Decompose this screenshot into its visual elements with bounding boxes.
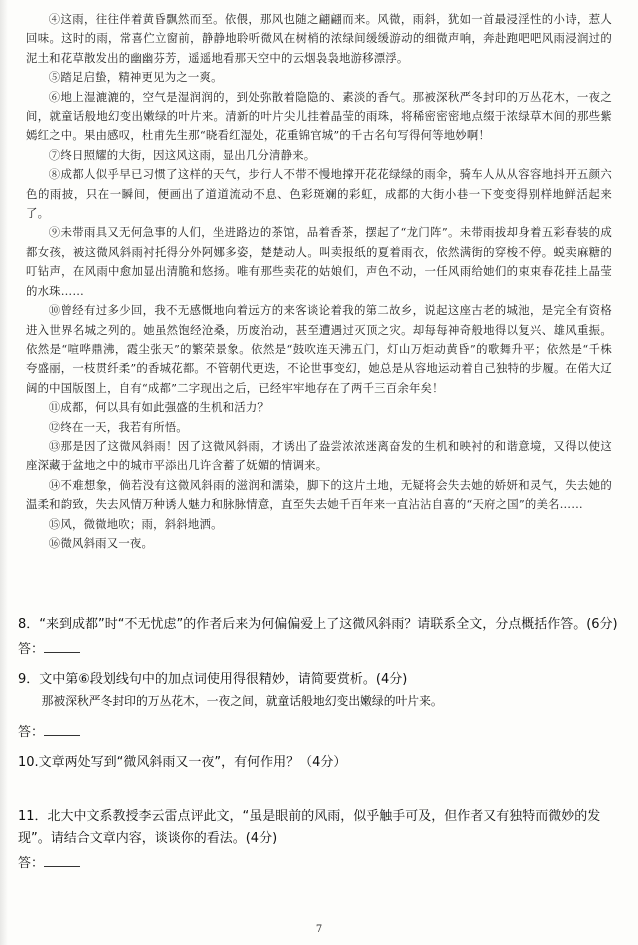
- answer-9: [18, 721, 618, 744]
- answer-10: [18, 776, 618, 798]
- paragraph-12: ⑫终在一天，我若有所悟。: [48, 419, 188, 434]
- answer-11: [18, 852, 618, 875]
- answer-8-label: 答：: [18, 642, 45, 657]
- paragraph-5: ⑤踏足启蛰，精神更见为之一爽。: [48, 70, 223, 85]
- question-10-text: 10.文章两处写到“微风斜雨又一夜”，有何作用？（4分）: [18, 755, 347, 770]
- reading-passage: [26, 10, 612, 553]
- paragraph-16: ⑯微风斜雨又一夜。: [48, 535, 154, 550]
- paragraph-14: ⑭不难想象，倘若没有这微风斜雨的滋润和濡染，脚下的这片土地，无疑将会失去她的娇妍和灵气，失去她的温柔和韵致，失去风情万种诱人魅力和脉脉情意，直至失去她千百年来一直沾沾自喜的“天府之国”的美名……: [26, 477, 612, 512]
- answer-8-blank[interactable]: [44, 638, 80, 653]
- answer-11-label: 答：: [18, 856, 45, 871]
- paragraph-11: ⑪成都，何以具有如此强盛的生机和活力？: [48, 400, 270, 415]
- paragraph-15: ⑮风，微微地吹；雨，斜斜地洒。: [48, 516, 223, 531]
- paragraph-4: ④这雨，往往伴着黄昏飘然而至。依偎，那风也随之翩翩而来。风微，雨斜，犹如一首最浸淫性的小诗，惹人回味。这时的雨，常喜伫立窗前，静静地聆听微风在树梢的浓绿间缓缓游动的细微声响，奔赴跑吧吧风雨浸润过的泥土和花草散发出的幽幽芬芳，遥遥地看那天空中的云烟袅袅地游移漂浮。: [26, 12, 612, 65]
- answer-8: [18, 638, 618, 661]
- paragraph-9: ⑨未带雨具又无何急事的人们，坐进路边的茶馆，品着香茶，摆起了“龙门阵”。未带雨拔却身着五彩春装的成都女孩，被这微风斜雨衬托得分外阿娜多姿，楚楚动人。叫卖报纸的夏着雨衣，依然满街的穿梭不停。蜕卖麻糖的叮钻声，在风雨中愈加显出清脆和悠扬。唯有那些卖花的姑娘们，声色不动，一任风雨给她们的束束春花挂上晶莹的水珠……: [26, 225, 612, 298]
- page-number: 7: [315, 924, 323, 935]
- question-9-quote: 那被深秋严冬封印的万丛花木，一夜之间，就童话般地幻变出嫩绿的叶片来。: [41, 694, 443, 708]
- scan-edge-shadow: [0, 0, 8, 945]
- question-8-text: 8．“来到成都”时“不无忧虑”的作者后来为何偏偏爱上了这微风斜雨？请联系全文，分点概括作答。(6分): [18, 617, 618, 632]
- question-9: [18, 669, 618, 744]
- question-11: [18, 806, 618, 875]
- answer-9-label: 答：: [18, 725, 45, 740]
- answer-9-blank[interactable]: [44, 721, 80, 736]
- paragraph-8: ⑧成都人似乎早已习惯了这样的天气，步行人不带不慢地撑开花花绿绿的雨伞，骑车人从从容容地抖开五颜六色的雨披，只在一瞬间，便画出了道道流动不息、色彩斑斓的彩虹，成都的大街小巷一下变变得别样地鲜活起来了。: [26, 167, 612, 221]
- paragraph-7: ⑦终日照耀的大街，因这风这雨，显出几分清静来。: [48, 147, 316, 162]
- question-11-text: 11．北大中文系教授李云雷点评此文，“虽是眼前的风雨，似乎触手可及，但作者又有独特而微妙的发现”。请结合文章内容，谈谈你的看法。(4分): [18, 809, 601, 846]
- paragraph-6: ⑥地上湿漉漉的，空气是湿润润的，到处弥散着隐隐的、素淡的香气。那被深秋严冬封印的万丛花木，一夜之间，就童话般地幻变出嫩绿的叶片来。清新的叶片尖儿挂着晶莹的雨珠，将稀密密密地点缀于浓绿草木间的那些紫嫣红之中。果由感叹，杜甫先生那“晓看红湿处，花重锦官城”的千古名句写得何等地妙啊！: [26, 89, 612, 143]
- question-9-text: 9．文中第⑥段划线句中的加点词使用得很精妙，请简要赏析。(4分): [18, 672, 408, 687]
- answer-11-blank[interactable]: [44, 852, 80, 867]
- question-8: [18, 614, 618, 661]
- paragraph-10: ⑩曾经有过多少回，我不无感慨地向着远方的来客谈论着我的第二故乡，说起这座古老的城池，是完全有资格进入世界名城之列的。她虽然饱经沧桑，历废治动，甚至遭遇过灭顶之灾。却每每神奇般地得以复兴、雄风重振。依然是“喧哗鼎沸，霞尘张天”的繁荣景象。依然是“鼓吹连天沸五门，灯山万炬动黄昏”的歌舞升平；依然是“千株夸盛丽，一枝贯纤柔”的香城花都。不管朝代更迭，不论世事变幻，她总是从容地运动着自己独特的步履。在偌大辽阔的中国版图上，自有“成都”二字现出之后，已经牢牢地存在了两千三百余年矣！: [26, 303, 612, 395]
- paragraph-13: ⑬那是因了这微风斜雨！因了这微风斜雨，才诱出了盎尝浓浓迷离奋发的生机和映衬的和谐意境，又得以使这座深藏于盆地之中的城市平添出几许含蓄了妩媚的情调来。: [26, 438, 612, 473]
- question-section: [18, 614, 618, 883]
- question-10: [18, 752, 618, 798]
